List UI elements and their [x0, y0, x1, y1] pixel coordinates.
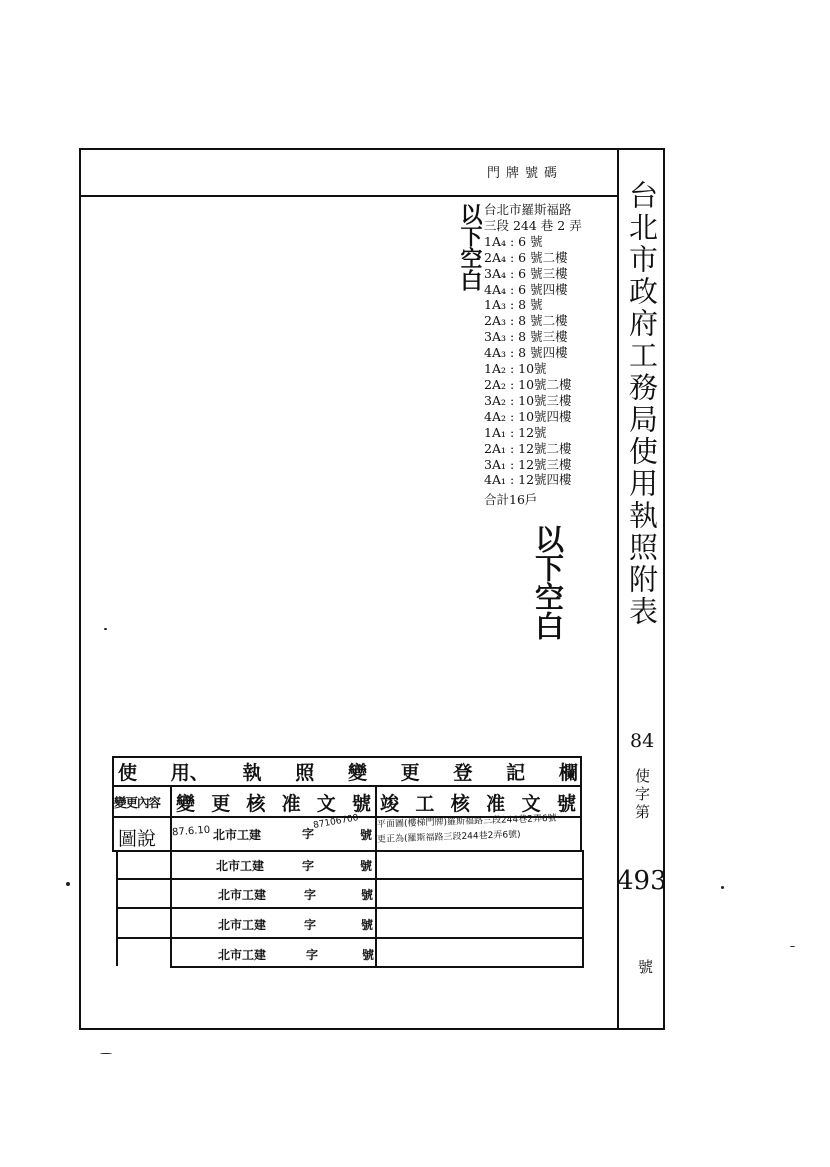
license-char-label: 使字第 [633, 768, 651, 822]
address-line: 三段 244 巷 2 弄 [484, 217, 582, 233]
blank-mark-small: 以下空白 [457, 203, 482, 291]
register-title-char: 用、 [170, 762, 209, 784]
address-line: 2A₁ : 12號二樓 [484, 440, 572, 456]
row-authority: 北市工建 [218, 918, 267, 932]
register-title-char: 登 [453, 762, 473, 784]
header-char: 文 [316, 793, 336, 815]
header-divider [79, 195, 618, 197]
row-authority: 北市工建 [218, 888, 267, 902]
row1-note-line2: 更正為(羅斯福路三段244巷2弄6號) [376, 829, 521, 845]
register-title-char: 欄 [558, 762, 578, 784]
row-authority: 北市工建 [218, 948, 267, 962]
address-line: 2A₄ : 6 號二樓 [484, 249, 568, 265]
side-column-divider [617, 148, 619, 1030]
header-char: 核 [246, 793, 266, 815]
register-title-char: 更 [400, 762, 420, 784]
license-number: 493 [617, 866, 667, 896]
address-list [484, 202, 582, 508]
col-header-change-content: 變更內容 [114, 795, 161, 810]
scan-speck [104, 628, 107, 630]
header-char: 變 [176, 793, 196, 815]
scan-speck [66, 882, 70, 886]
address-line: 4A₄ : 6 號四樓 [484, 281, 568, 297]
header-char: 文 [521, 793, 541, 815]
address-line: 4A₂ : 10號四樓 [484, 408, 572, 424]
scan-speck [100, 1053, 112, 1054]
header-char: 工 [415, 793, 435, 815]
register-right-border-lower [582, 850, 584, 966]
row-char: 字 [302, 859, 315, 873]
door-number-header: 門牌號碼 [487, 166, 564, 181]
register-title-char: 記 [506, 762, 526, 784]
row-authority: 北市工建 [216, 859, 265, 873]
register-right-border [580, 756, 582, 852]
blank-mark-large: 以下空白 [531, 524, 565, 640]
address-line: 3A₃ : 8 號三樓 [484, 329, 568, 345]
register-col-divider [375, 786, 377, 968]
register-row-line [116, 878, 584, 880]
row1-authority: 北市工建 [213, 828, 262, 842]
row-char: 字 [304, 888, 317, 902]
row-char: 字 [306, 948, 319, 962]
address-line: 1A₁ : 12號 [484, 424, 547, 440]
register-row-line [112, 850, 584, 852]
row-hao: 號 [361, 918, 374, 932]
register-title-line [112, 785, 582, 787]
col-header-change-approval [176, 789, 371, 816]
header-char: 竣 [380, 793, 400, 815]
row1-change-content: 圖說 [118, 828, 157, 850]
row1-hao: 號 [360, 828, 373, 842]
row-char: 字 [304, 918, 317, 932]
header-char: 更 [211, 793, 231, 815]
header-char: 准 [486, 793, 506, 815]
register-title-char: 變 [347, 762, 367, 784]
header-char: 准 [281, 793, 301, 815]
header-char: 號 [351, 793, 371, 815]
row-hao: 號 [362, 948, 375, 962]
register-bottom-line [170, 966, 584, 968]
row-hao: 號 [361, 888, 374, 902]
register-row-line [116, 907, 584, 909]
address-line: 2A₃ : 8 號二樓 [484, 313, 568, 329]
address-line: 1A₂ : 10號 [484, 361, 547, 377]
row1-char: 字 [302, 827, 315, 841]
address-total: 合計16戶 [484, 492, 538, 508]
address-line: 3A₂ : 10號三樓 [484, 392, 572, 408]
row1-note-line1: 平面圖(樓梯門牌)羅斯福路三段244巷2弄6號 [376, 813, 557, 830]
address-line: 1A₄ : 6 號 [484, 233, 543, 249]
header-char: 核 [450, 793, 470, 815]
header-char: 號 [556, 793, 576, 815]
scan-speck [721, 886, 724, 889]
register-title-char: 使 [118, 762, 138, 784]
register-row-line [116, 937, 584, 939]
license-year: 84 [630, 730, 655, 752]
address-line: 4A₁ : 12號四樓 [484, 472, 572, 488]
address-line: 4A₃ : 8 號四樓 [484, 345, 568, 361]
address-line: 3A₄ : 6 號三樓 [484, 265, 568, 281]
register-left-border-lower [116, 850, 118, 966]
register-title-char: 照 [295, 762, 315, 784]
register-col-divider [170, 786, 172, 968]
address-line: 2A₂ : 10號二樓 [484, 376, 572, 392]
address-line: 1A₃ : 8 號 [484, 297, 543, 313]
register-title [118, 758, 578, 785]
scan-speck [790, 946, 795, 947]
address-line: 台北市羅斯福路 [484, 202, 572, 217]
license-suffix: 號 [638, 958, 654, 976]
row-hao: 號 [360, 859, 373, 873]
row1-date: 87.6.10 [171, 824, 211, 839]
row1-number: 87106700 [312, 813, 360, 831]
register-title-char: 執 [242, 762, 262, 784]
side-title: 台北市政府工務局使用執照附表 [625, 180, 659, 628]
address-line: 3A₁ : 12號三樓 [484, 456, 572, 472]
